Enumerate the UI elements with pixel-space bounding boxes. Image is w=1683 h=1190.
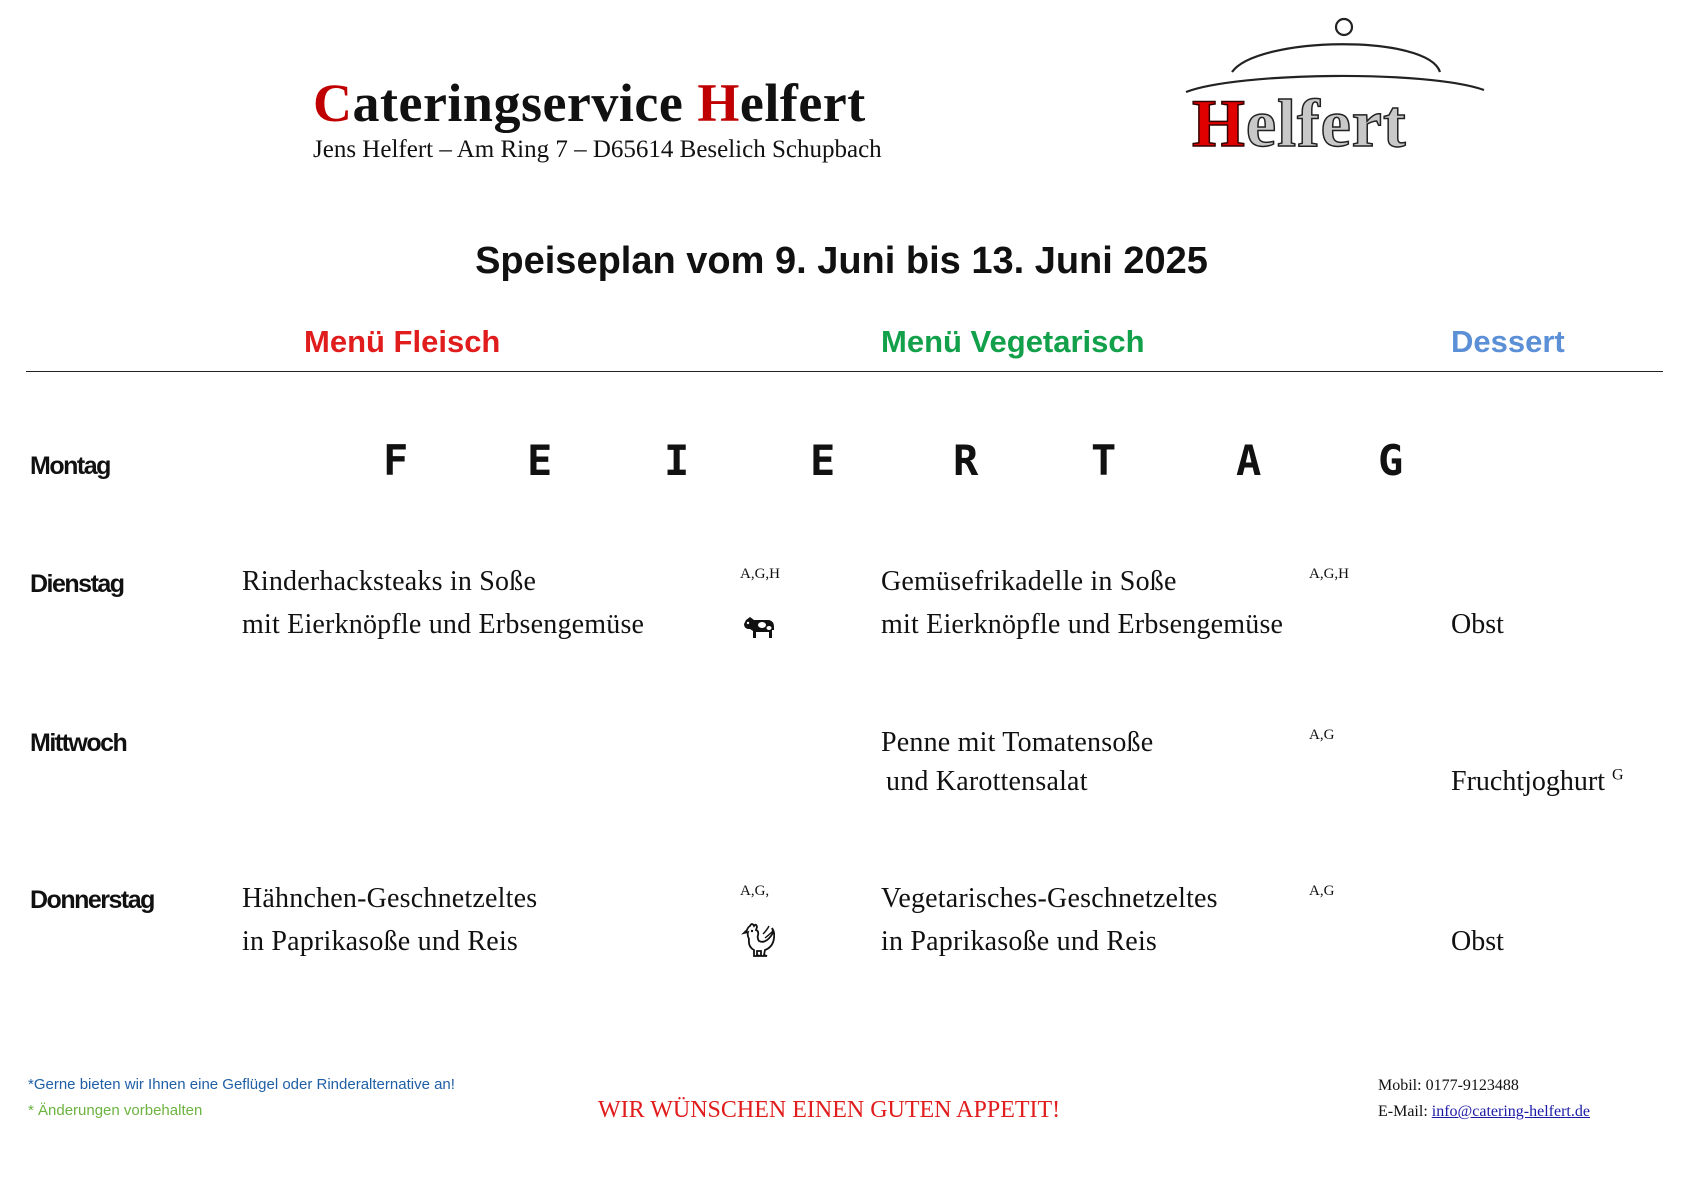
logo-initial: H	[1192, 85, 1246, 161]
company-name-initial-c: C	[313, 73, 353, 133]
logo-wordmark	[1192, 84, 1407, 163]
veg-allergens: A,G	[1309, 727, 1335, 743]
dessert-item: Obst	[1451, 926, 1504, 957]
footnote-alternative: *Gerne bieten wir Ihnen eine Geflügel oder Rinderalternative an!	[28, 1076, 455, 1093]
meat-dish-line2: mit Eierknöpfle und Erbsengemüse	[242, 609, 645, 640]
veg-dish-line1: Vegetarisches-Geschnetzeltes	[881, 883, 1218, 914]
veg-dish-line2: in Paprikasoße und Reis	[881, 926, 1158, 957]
column-header-vegetarian: Menü Vegetarisch	[881, 324, 1145, 359]
meat-dish-line2: in Paprikasoße und Reis	[242, 926, 519, 957]
closing-message: WIR WÜNSCHEN EINEN GUTEN APPETIT!	[598, 1097, 1061, 1123]
meat-allergens: A,G,	[740, 883, 770, 899]
day-label-thursday: Donnerstag	[30, 886, 154, 914]
meat-dish-line1: Rinderhacksteaks in Soße	[242, 566, 537, 597]
email-label: E-Mail:	[1378, 1103, 1432, 1120]
holiday-letter: A	[1236, 436, 1262, 485]
company-name-part2: elfert	[739, 73, 866, 133]
company-name	[313, 72, 866, 134]
holiday-letter: R	[953, 436, 979, 485]
cow-icon	[742, 614, 776, 640]
dessert-name: Fruchtjoghurt	[1451, 766, 1605, 797]
veg-allergens: A,G	[1309, 883, 1335, 899]
meat-allergens: A,G,H	[740, 566, 780, 582]
contact-email	[1378, 1103, 1590, 1121]
company-name-initial-h: H	[697, 73, 740, 133]
column-header-meat: Menü Fleisch	[304, 324, 501, 359]
rooster-icon	[741, 922, 775, 958]
holiday-letter: I	[664, 436, 690, 485]
veg-dish-line2: und Karottensalat	[886, 766, 1088, 797]
holiday-letter: F	[383, 436, 409, 485]
contact-mobile: Mobil: 0177-9123488	[1378, 1077, 1519, 1094]
veg-allergens: A,G,H	[1309, 566, 1349, 582]
meat-dish-line1: Hähnchen-Geschnetzeltes	[242, 883, 538, 914]
holiday-letter: E	[527, 436, 553, 485]
page-title: Speiseplan vom 9. Juni bis 13. Juni 2025	[475, 240, 1208, 282]
dessert-item: Obst	[1451, 609, 1504, 640]
column-header-dessert: Dessert	[1451, 324, 1565, 359]
dessert-item	[1451, 766, 1624, 798]
company-address: Jens Helfert – Am Ring 7 – D65614 Beselich Schupbach	[313, 136, 882, 163]
footnote-changes: * Änderungen vorbehalten	[28, 1102, 203, 1119]
day-label-monday: Montag	[30, 452, 110, 480]
day-label-wednesday: Mittwoch	[30, 729, 127, 757]
company-name-part1: ateringservice	[352, 73, 698, 133]
holiday-letter: G	[1378, 436, 1404, 485]
dessert-allergens: G	[1612, 766, 1624, 784]
veg-dish-line2: mit Eierknöpfle und Erbsengemüse	[881, 609, 1284, 640]
email-link[interactable]: info@catering-helfert.de	[1431, 1103, 1590, 1120]
holiday-letter: E	[810, 436, 836, 485]
veg-dish-line1: Penne mit Tomatensoße	[881, 727, 1154, 758]
veg-dish-line1: Gemüsefrikadelle in Soße	[881, 566, 1177, 597]
holiday-letter: T	[1091, 436, 1117, 485]
header-divider	[26, 371, 1663, 372]
day-label-tuesday: Dienstag	[30, 570, 124, 598]
logo-rest: elfert	[1245, 85, 1407, 161]
